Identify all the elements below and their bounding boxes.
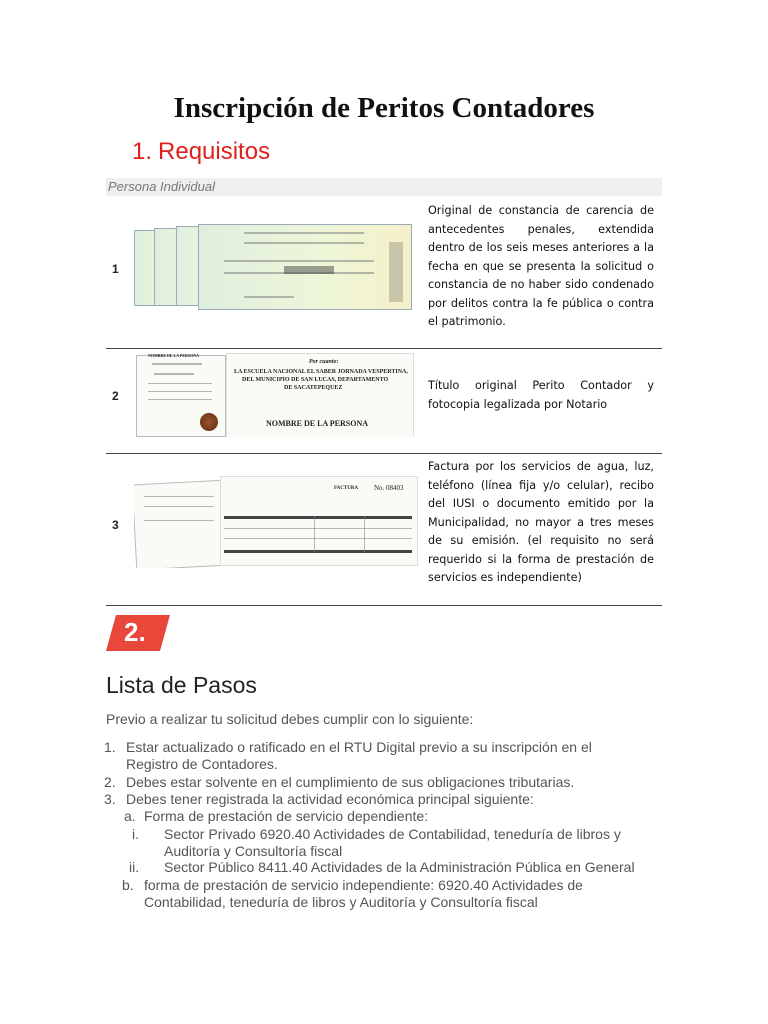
accountant-diploma-image [134,353,414,437]
diploma-text: DE SACATEPEQUEZ [284,385,343,391]
section-label: Requisitos [158,138,271,165]
section-requisitos-heading [132,138,270,166]
list-subsubitem: ii. Sector Público 8411.40 Actividades de la Administración Pública en General [129,859,635,875]
steps-intro: Previo a realizar tu solicitud debes cumplir con lo siguiente: [106,711,474,727]
utility-invoice-image [134,476,420,568]
requirement-row [106,196,662,349]
list-item: 1. Estar actualizado o ratificado en el RTU Digital previo a su inscripción en el [104,739,592,755]
document-title: Inscripción de Peritos Contadores [173,92,595,124]
requirement-text: Original de constancia de carencia de antecedentes penales, extendida dentro de los seis meses anteriores a la fecha en que se presenta la solicitud o constancia de no haber sido condenado por delitos contra la fe pública o contra el patrimonio. [428,204,654,328]
section-number: 1. [132,138,153,165]
table-subheader: Persona Individual [106,178,662,196]
requirement-text: Factura por los servicios de agua, luz, teléfono (línea fija y/o celular), recibo del IUSI o documento emitido por la Municipalidad, no mayor a tres meses de su emisión. (el requisito no será requerido si la forma de prestación de servicios es independiente) [428,460,654,584]
list-subitem: a. Forma de prestación de servicio dependiente: [124,808,429,824]
diploma-side-name: NOMBRE DE LA PERSONA [148,353,200,358]
list-item-continuation: Registro de Contadores. [126,756,278,772]
requirement-row [106,454,662,606]
diploma-text: LA ESCUELA NACIONAL EL SABER JORNADA VESPERTINA, [234,369,408,375]
list-subitem: b. forma de prestación de servicio independiente: 6920.40 Actividades de [122,877,583,893]
list-subsubitem: i. Sector Privado 6920.40 Actividades de Contabilidad, teneduría de libros y [132,826,621,842]
section-2-number: 2. [124,617,146,647]
diploma-text: Por cuanto: [309,359,339,365]
list-item-continuation: Auditoría y Consultoría fiscal [164,843,343,859]
invoice-number: No. 08403 [374,484,404,492]
invoice-label: FACTURA [334,486,359,491]
list-item: 3. Debes tener registrada la actividad económica principal siguiente: [104,791,534,807]
requirement-number: 2 [112,389,119,403]
diploma-name: NOMBRE DE LA PERSONA [266,419,369,428]
list-item: 2. Debes estar solvente en el cumplimiento de sus obligaciones tributarias. [104,774,575,790]
requirement-row [106,349,662,454]
requirement-number: 3 [112,518,119,532]
steps-heading: Lista de Pasos [106,672,257,698]
requirement-text: Título original Perito Contador y fotocopia legalizada por Notario [428,379,654,411]
list-item-continuation: Contabilidad, teneduría de libros y Auditoría y Consultoría fiscal [144,894,538,910]
requirement-number: 1 [112,262,119,276]
diploma-text: DEL MUNICIPIO DE SAN LUCAS, DEPARTAMENTO [242,377,389,383]
criminal-record-certificate-image [134,222,412,312]
